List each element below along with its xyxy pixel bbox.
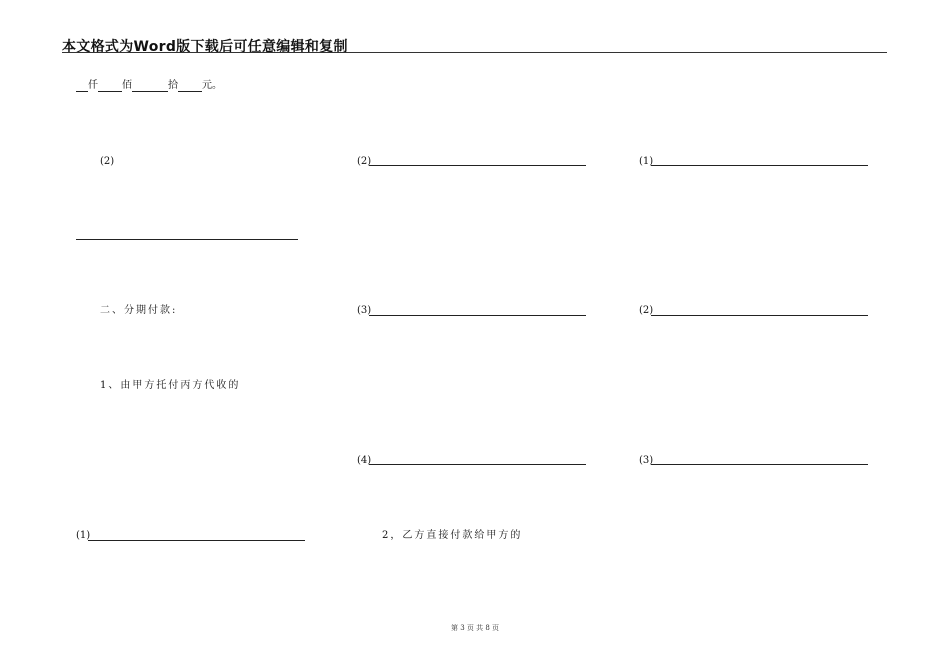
col1-item-1-label: (1) [76, 530, 91, 541]
document-header-title: 本文格式为Word版下载后可任意编辑和复制 [62, 39, 348, 55]
page-number-footer: 第 3 页 共 8 页 [450, 624, 500, 632]
unit-qian: 仟 [88, 80, 98, 91]
amount-line [76, 80, 222, 92]
header-divider [62, 52, 887, 53]
col3-item-1-label: (1) [639, 156, 654, 167]
col2-item-4-line [369, 464, 586, 465]
col2-item-2-line [369, 165, 586, 166]
clause-2-text: 2，乙方直接付款给甲方的 [382, 530, 523, 541]
col3-item-3-label: (3) [639, 455, 654, 466]
col2-item-2-label: (2) [357, 156, 372, 167]
col3-item-3-line [651, 464, 868, 465]
installment-heading: 二、分期付款: [100, 305, 178, 316]
col2-item-3-line [369, 315, 586, 316]
col3-item-1-line [651, 165, 868, 166]
col1-item-2-label: (2) [100, 156, 115, 167]
col3-item-2-label: (2) [639, 305, 654, 316]
col2-item-4-label: (4) [357, 455, 372, 466]
amount-blank-2 [98, 81, 122, 92]
unit-yuan: 元。 [202, 80, 222, 91]
col2-item-3-label: (3) [357, 305, 372, 316]
col1-item-1-line [88, 540, 305, 541]
amount-blank-3 [132, 81, 168, 92]
col3-item-2-line [651, 315, 868, 316]
clause-1-text: 1、由甲方托付丙方代收的 [100, 380, 241, 391]
amount-blank-1 [76, 81, 88, 92]
unit-bai: 佰 [122, 80, 132, 91]
col1-item-2-line [76, 239, 298, 240]
unit-shi: 拾 [168, 80, 178, 91]
amount-blank-4 [178, 81, 202, 92]
